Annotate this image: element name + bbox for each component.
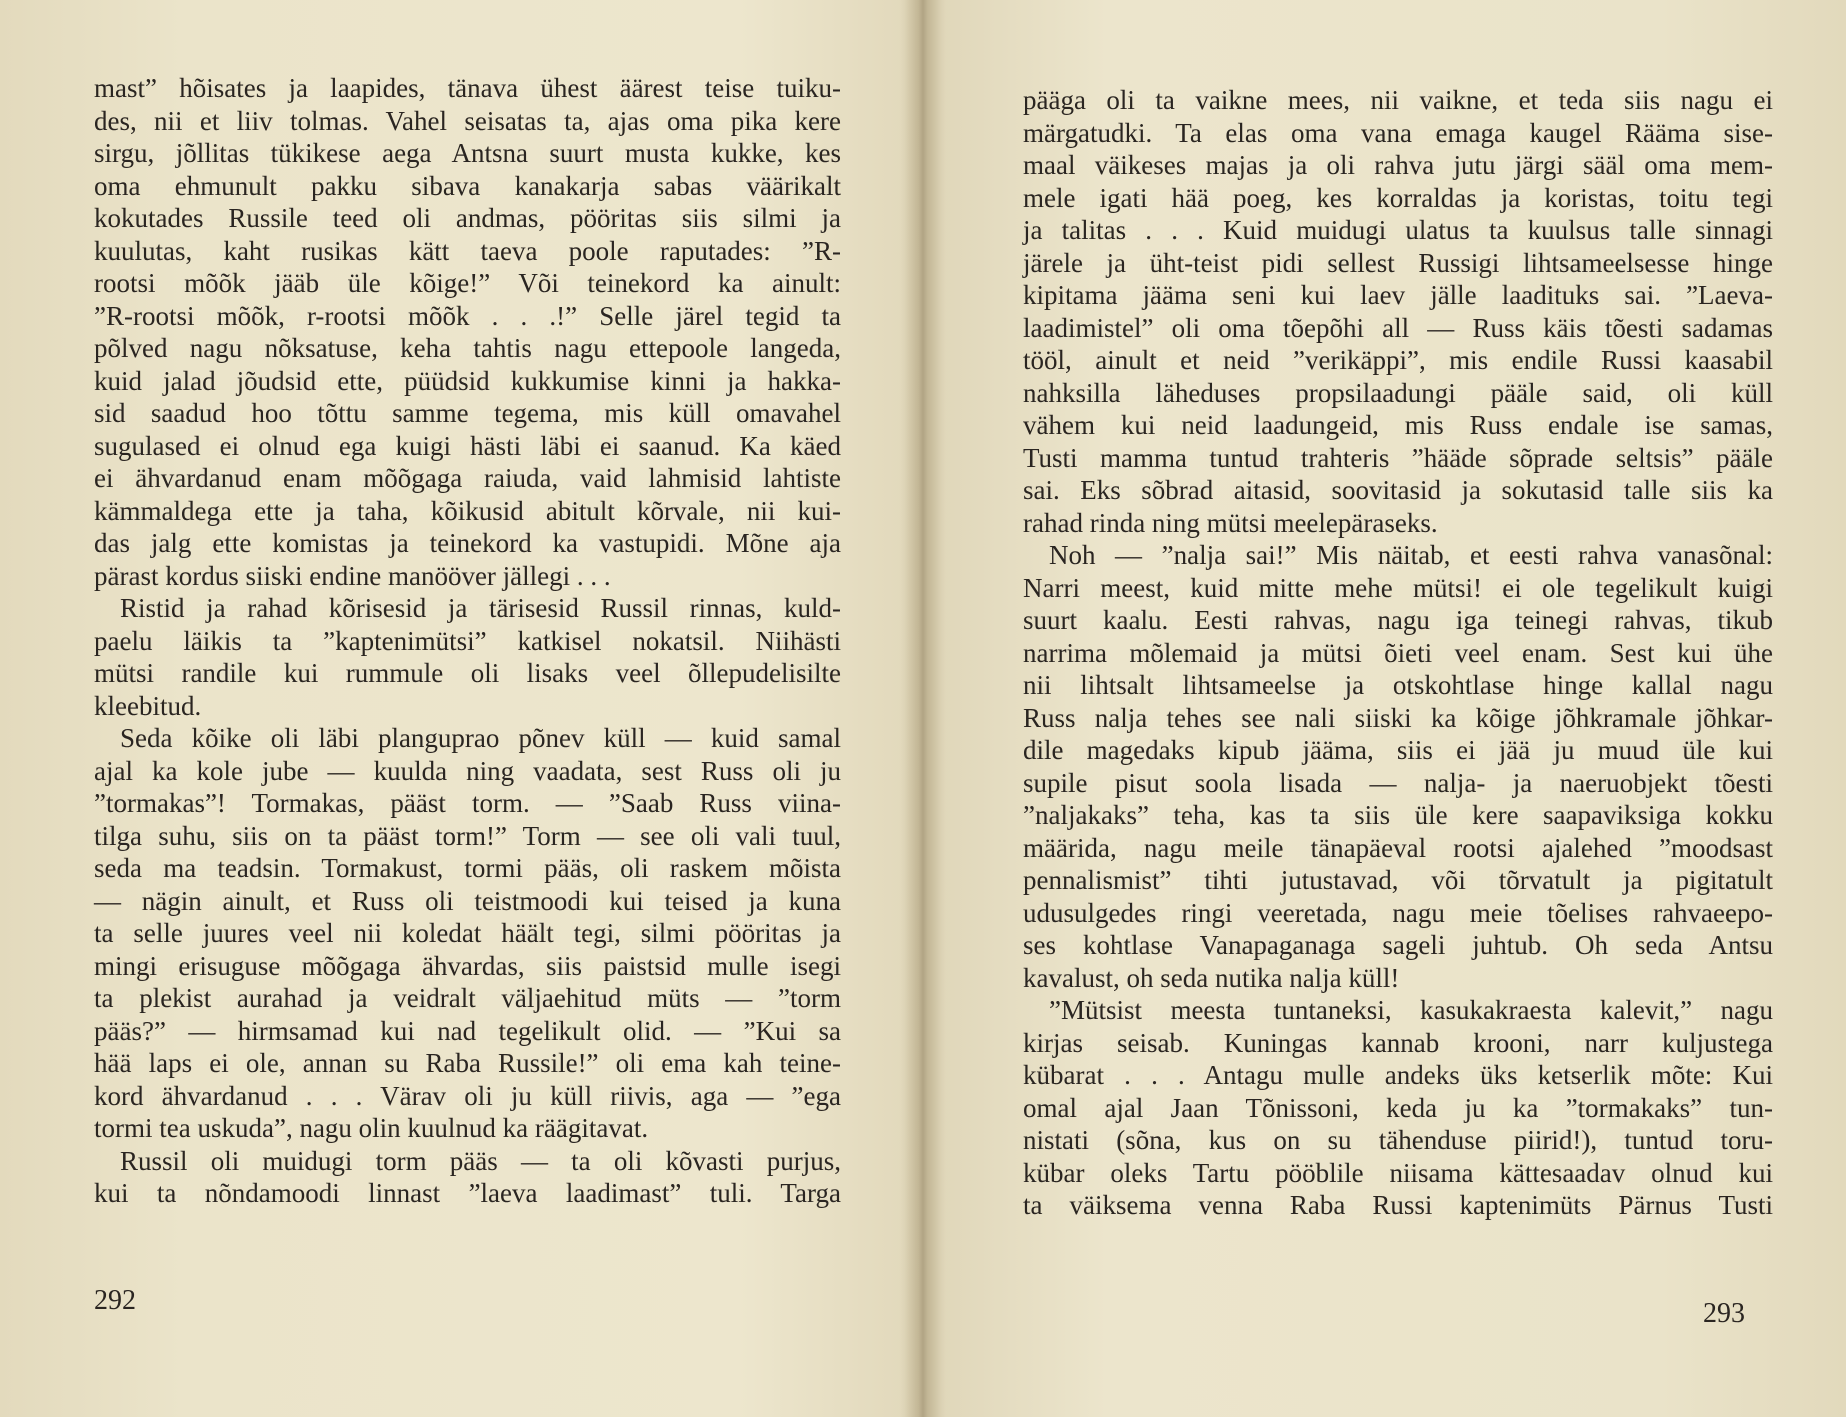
text-line: tormi tea uskuda”, nagu olin kuulnud ka räägitavat. [94, 1113, 649, 1143]
text-line: märgatudki. Ta elas oma vana emaga kaugel Rääma sise- [1023, 117, 1773, 148]
text-line: paelu läikis ta ”kaptenimütsi” katkisel nokatsil. Niihästi [94, 625, 841, 656]
text-line: Seda kõike oli läbi planguprao põnev küll — kuid samal [120, 723, 841, 753]
text-line: pääs?” — hirmsamad kui nad tegelikult olid. — ”Kui sa [94, 1015, 841, 1046]
text-line: mingi erisuguse mõõgaga ähvardas, siis paistsid mulle isegi [94, 950, 841, 981]
text-line: pärast kordus siiski endine manööver jällegi . . . [94, 560, 611, 591]
text-line: das jalg ette komistas ja teinekord ka vastupidi. Mõne aja [94, 528, 841, 558]
text-line: sai. Eks sõbrad aitasid, soovitasid ja sokutasid talle siis ka [1023, 475, 1773, 505]
text-line: kirjas seisab. Kuningas kannab krooni, narr kuljustega [1023, 1027, 1773, 1058]
text-line: tööl, ainult et neid ”verikäppi”, mis endile Russi kaasabil [1023, 345, 1773, 375]
text-line: sid saadud hoo tõttu samme tegema, mis küll omavahel [94, 398, 841, 428]
text-line: Ristid ja rahad kõrisesid ja tärisesid Russil rinnas, kuld- [120, 593, 841, 623]
text-line: hää laps ei ole, annan su Raba Russile!” oli ema kah teine- [94, 1048, 841, 1078]
text-line: supile pisut soola lisada — nalja- ja naeruobjekt tõesti [1023, 767, 1773, 798]
text-line: des, nii et liiv tolmas. Vahel seisatas ta, ajas oma pika kere [94, 105, 841, 136]
text-line: kuulutas, kaht rusikas kätt taeva poole raputades: ”R- [94, 235, 841, 266]
text-line: tilga suhu, siis on ta pääst torm!” Torm — see oli vali tuul, [94, 820, 841, 851]
text-line: mütsi randile kui rummule oli lisaks veel õllepudelisilte [94, 658, 841, 688]
right-page-text [1023, 84, 1773, 1222]
text-line: nistati (sõna, kus on su tähenduse piirid!), tuntud toru- [1023, 1125, 1773, 1155]
text-line: kavalust, oh seda nutika nalja küll! [1023, 962, 1400, 993]
text-line: kipitama jääma seni kui laev jälle laadituks sai. ”Laeva- [1023, 280, 1773, 310]
text-line: oma ehmunult pakku sibava kanakarja sabas väärikalt [94, 170, 841, 201]
text-line: dile magedaks kipub jääma, siis ei jää ju muud üle kui [1023, 735, 1773, 765]
text-line: suurt kaalu. Eesti rahvas, nagu iga teinegi rahvas, tikub [1023, 605, 1773, 635]
text-line: ta selle juures veel nii koledat häält tegi, silmi pööritas ja [94, 918, 841, 948]
text-line: kübarat . . . Antagu mulle andeks üks ketserlik mõte: Kui [1023, 1060, 1773, 1090]
text-line: ”tormakas”! Tormakas, pääst torm. — ”Saab Russ viina- [94, 788, 841, 818]
text-line: ”Mütsist meesta tuntaneksi, kasukakraesta kalevit,” nagu [1049, 995, 1773, 1025]
text-line: kui ta nõndamoodi linnast ”laeva laadimast” tuli. Targa [94, 1178, 841, 1208]
text-line: ta väiksema venna Raba Russi kaptenimüts Pärnus Tusti [1023, 1190, 1773, 1220]
text-line: Tusti mamma tuntud trahteris ”hääde sõprade seltsis” pääle [1023, 442, 1773, 473]
text-line: sugulased ei olnud ega kuigi hästi läbi ei saanud. Ka käed [94, 430, 841, 461]
left-page-number: 292 [94, 1285, 136, 1316]
text-line: nii lihtsalt lihtsameelse ja otskohtlase hinge kallal nagu [1023, 670, 1773, 700]
text-line: mele igati hää poeg, kes korraldas ja koristas, toitu tegi [1023, 182, 1773, 213]
text-line: omal ajal Jaan Tõnissoni, keda ju ka ”tormakaks” tun- [1023, 1092, 1773, 1123]
text-line: vähem kui neid laadungeid, mis Russ endale ise samas, [1023, 410, 1773, 440]
right-page-number: 293 [1703, 1298, 1745, 1329]
text-line: kuid jalad jõudsid ette, püüdsid kukkumise kinni ja hakka- [94, 365, 841, 396]
text-line: järele ja üht-teist pidi sellest Russigi lihtsameelsesse hinge [1023, 247, 1773, 278]
text-line: kord ähvardanud . . . Värav oli ju küll riivis, aga — ”ega [94, 1080, 841, 1111]
left-page-text [94, 72, 841, 1210]
text-line: ja talitas . . . Kuid muidugi ulatus ta kuulsus talle sinnagi [1023, 215, 1773, 245]
text-line: ”R-rootsi mõõk, r-rootsi mõõk . . .!” Selle järel tegid ta [94, 300, 841, 331]
text-line: maal väikeses majas ja oli rahva jutu järgi sääl oma mem- [1023, 150, 1773, 180]
text-line: ajal ka kole jube — kuulda ning vaadata, sest Russ oli ju [94, 755, 841, 786]
text-line: pääga oli ta vaikne mees, nii vaikne, et teda siis nagu ei [1023, 85, 1773, 115]
text-line: Russ nalja tehes see nali siiski ka kõige jõhkramale jõhkar- [1023, 702, 1773, 733]
text-line: mast” hõisates ja laapides, tänava ühest äärest teise tuiku- [94, 73, 841, 103]
text-line: seda ma teadsin. Tormakust, tormi pääs, oli raskem mõista [94, 853, 841, 883]
text-line: kübar oleks Tartu pööblile niisama kättesaadav olnud kui [1023, 1157, 1773, 1188]
text-line: kämmaldega ette ja taha, kõikusid abitult kõrvale, nii kui- [94, 495, 841, 526]
text-line: rootsi mõõk jääb üle kõige!” Või teinekord ka ainult: [94, 268, 841, 298]
text-line: udusulgedes ringi veeretada, nagu meie tõelises rahvaeepo- [1023, 897, 1773, 928]
text-line: — nägin ainult, et Russ oli teistmoodi kui teised ja kuna [94, 885, 841, 916]
text-line: määrida, nagu meile tänapäeval rootsi ajalehed ”moodsast [1023, 832, 1773, 863]
text-line: ses kohtlase Vanapaganaga sageli juhtub. Oh seda Antsu [1023, 930, 1773, 960]
right-page [923, 0, 1846, 1417]
text-line: ta plekist aurahad ja veidralt väljaehitud müts — ”torm [94, 983, 841, 1013]
text-line: Russil oli muidugi torm pääs — ta oli kõvasti purjus, [120, 1145, 841, 1176]
text-line: pennalismist” tihti jutustavad, või tõrvatult ja pigitatult [1023, 865, 1773, 895]
text-line: ”naljakaks” teha, kas ta siis üle kere saapaviksiga kokku [1023, 800, 1773, 830]
text-line: rahad rinda ning mütsi meelepäraseks. [1023, 507, 1438, 538]
text-line: sirgu, jõllitas tükikese aega Antsna suurt musta kukke, kes [94, 138, 841, 168]
text-line: Narri meest, kuid mitte mehe mütsi! ei ole tegelikult kuigi [1023, 572, 1773, 603]
text-line: narrima mõlemaid ja mütsi õieti veel enam. Sest kui ühe [1023, 637, 1773, 668]
text-line: Noh — ”nalja sai!” Mis näitab, et eesti rahva vanasõnal: [1049, 540, 1773, 570]
text-line: kokutades Russile teed oli andmas, pööritas siis silmi ja [94, 203, 841, 233]
text-line: nahksilla läheduses propsilaadungi pääle said, oli küll [1023, 377, 1773, 408]
text-line: ei ähvardanud enam mõõgaga raiuda, vaid lahmisid lahtiste [94, 463, 841, 493]
text-line: laadimistel” oli oma tõepõhi all — Russ käis tõesti sadamas [1023, 312, 1773, 343]
text-line: põlved nagu nõksatuse, keha tahtis nagu ettepoole langeda, [94, 333, 841, 363]
text-line: kleebitud. [94, 690, 202, 721]
